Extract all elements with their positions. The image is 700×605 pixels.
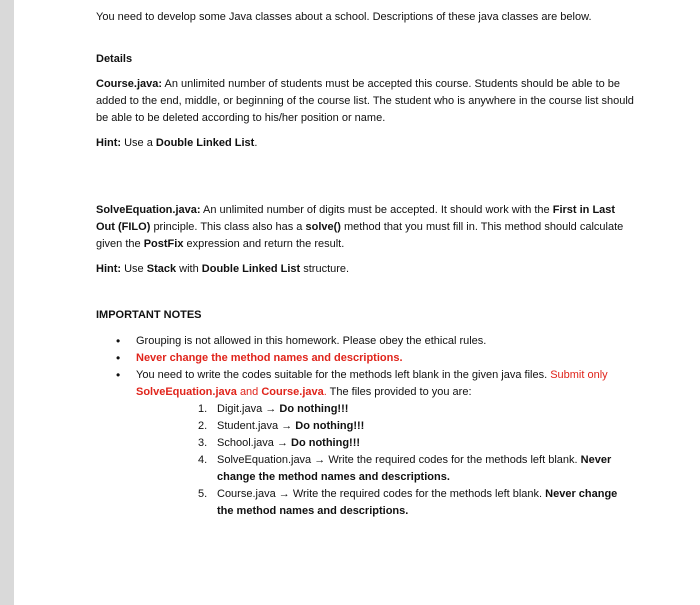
files-intro: The files provided to you are: [329,386,472,398]
solve-text-1: An unlimited number of digits must be accepted. It should work with the [202,204,550,216]
course-text: An unlimited number of students must be accepted this course. Students should be able to be added to the end, middle, or beginning of the course list. The student who is anywhere in the course list should be able to be deleted according to his/her position or name. [96,78,634,124]
intro-paragraph: You need to develop some Java classes about a school. Descriptions of these java classes are below. [96,11,592,23]
note-text: You need to write the codes suitable for the methods left blank in the given java files. [136,369,548,381]
solve-hint-bold-2: Double Linked List [201,263,301,275]
important-notes-heading: IMPORTANT NOTES [96,309,202,321]
file-name: Course.java [217,488,276,500]
file-warning: Never change the method names and descriptions. [217,454,612,483]
bullet-icon: • [116,351,121,365]
submit-file-1: SolveEquation.java [136,386,237,398]
bullet-icon: • [116,334,121,348]
file-item [136,435,636,452]
file-instruction: Write the required codes for the methods left blank. [292,488,543,500]
solve-bold-1: First in Last Out (FILO) [96,204,616,233]
list-item [96,350,636,367]
solve-text-4: expression and return the result. [186,238,345,250]
file-action: Do nothing!!! [279,403,349,415]
file-item [136,452,636,486]
file-number: 4. [198,454,208,466]
file-action: Do nothing!!! [295,420,365,432]
file-name: School.java [217,437,274,449]
document-content [96,7,636,520]
course-label: Course.java: [96,78,163,90]
file-number: 5. [198,488,208,500]
file-name: SolveEquation.java [217,454,312,466]
submit-note: Submit only [550,369,608,381]
solve-text-3: method that you must fill in. This method should calculate given the [96,221,624,250]
solve-description [96,202,636,253]
arrow-icon: → [314,454,326,466]
notes-list [96,333,636,520]
file-item [136,418,636,435]
file-number: 3. [198,437,208,449]
note-text: Grouping is not allowed in this homework. Please obey the ethical rules. [136,335,487,347]
course-description [96,76,636,127]
details-heading: Details [96,53,133,65]
file-item [136,486,636,520]
arrow-icon: → [276,437,288,449]
file-name: Digit.java [217,403,263,415]
course-hint-text: Use a [124,137,153,149]
submit-period: . [323,386,327,398]
arrow-icon: → [278,488,290,500]
arrow-icon: → [281,420,293,432]
document-page [14,0,700,605]
file-warning: Never change the method names and descriptions. [217,488,618,517]
file-item [136,401,636,418]
solve-label: SolveEquation.java: [96,204,201,216]
course-hint-end: . [254,137,258,149]
solve-hint [96,261,636,278]
solve-hint-text-2: with [179,263,199,275]
course-hint [96,135,636,152]
note-text: Never change the method names and descriptions. [136,352,403,364]
solve-bold-3: PostFix [143,238,184,250]
left-gutter [0,0,14,605]
submit-and: and [239,386,259,398]
list-item [96,367,636,520]
file-name: Student.java [217,420,279,432]
course-hint-bold: Double Linked List [155,137,255,149]
solve-hint-text-3: structure. [303,263,350,275]
file-number: 1. [198,403,208,415]
solve-hint-text-1: Use [124,263,144,275]
list-item [96,333,636,350]
course-hint-label: Hint: [96,137,122,149]
solve-text-2: principle. This class also has a [153,221,303,233]
solve-hint-label: Hint: [96,263,122,275]
arrow-icon: → [265,403,277,415]
file-instruction: Write the required codes for the methods left blank. [328,454,578,466]
file-action: Do nothing!!! [291,437,361,449]
bullet-icon: • [116,368,121,382]
file-number: 2. [198,420,208,432]
submit-file-2: Course.java [261,386,324,398]
solve-hint-bold-1: Stack [146,263,177,275]
files-list [136,401,636,520]
solve-bold-2: solve() [305,221,341,233]
